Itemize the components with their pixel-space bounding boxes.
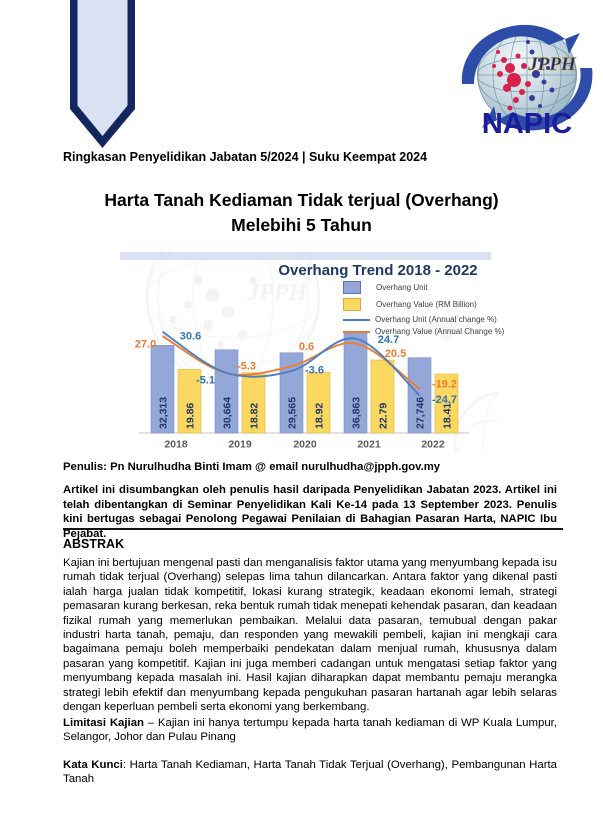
x-axis-label: 2020: [293, 438, 317, 451]
legend-line-blue: [343, 319, 370, 321]
line-label-unit-change: 24.7: [377, 334, 400, 347]
line-label-unit-change: 30.6: [179, 330, 202, 343]
line-label-value-change: 27.0: [134, 338, 157, 351]
line-label-value-change: -19.2: [431, 378, 458, 391]
chart-legend: [343, 281, 504, 339]
bar-label-unit: 30,664: [221, 396, 234, 429]
legend-item-overhang-value: Overhang Value (RM Billion): [343, 298, 504, 311]
publication-header: Ringkasan Penyelidikan Jabatan 5/2024 | Suku Keempat 2024: [63, 150, 428, 164]
chart-top-band: [120, 252, 491, 260]
line-label-unit-change: -5.1: [196, 374, 215, 387]
limitation-label: Limitasi Kajian: [63, 717, 145, 729]
chart-title: Overhang Trend 2018 - 2022: [278, 262, 478, 279]
line-label-value-change: -5.3: [237, 360, 256, 373]
document-title-line2: Melebihi 5 Tahun: [231, 215, 372, 235]
bar-label-unit: 32,313: [157, 396, 170, 429]
legend-item-value-change: Overhang Value (Annual Change %): [343, 327, 504, 336]
divider-rule: [63, 528, 563, 530]
keywords-text: : Harta Tanah Kediaman, Harta Tanah Tidak Terjual (Overhang), Pembangunan Harta Tanah: [63, 759, 558, 786]
document-title: [0, 188, 603, 238]
keywords-paragraph: [63, 758, 557, 787]
legend-item-overhang-unit: Overhang Unit: [343, 281, 504, 294]
x-axis-label: 2021: [357, 438, 381, 451]
bar-label-value: 19.86: [184, 402, 197, 429]
x-axis-label: 2019: [228, 438, 252, 451]
legend-swatch-blue: [343, 281, 361, 294]
bar-label-unit: 29,565: [286, 396, 299, 429]
svg-text:JPPH: JPPH: [247, 280, 307, 306]
author-line: Penulis: Pn Nurulhudha Binti Imam @ email nurulhudha@jpph.gov.my: [63, 461, 441, 473]
bar-label-unit: 36,863: [350, 396, 363, 429]
x-axis-label: 2022: [421, 438, 445, 451]
napic-logo-text: NAPIC: [481, 108, 573, 140]
contribution-note: Artikel ini disumbangkan oleh penulis hasil daripada Penyelidikan Jabatan 2023. Artikel ini telah dibentangkan di Seminar Penyelidikan Kali Ke-14 pada 13 September 2023. Penulis kini bertugas sebagai Penolong Pegawai Penilaian di Bahagian Pasaran Harta, NAPIC Ibu Pejabat.: [63, 484, 557, 540]
overhang-trend-chart: [113, 250, 505, 452]
legend-line-orange: [343, 331, 370, 333]
line-label-unit-change: -24.7: [431, 393, 458, 406]
napic-logo: [452, 22, 602, 142]
abstract-heading: ABSTRAK: [63, 537, 125, 551]
line-label-value-change: 0.6: [298, 340, 315, 353]
bar-label-value: 22.79: [377, 402, 390, 429]
document-title-line1: Harta Tanah Kediaman Tidak terjual (Overhang): [104, 190, 499, 210]
limitation-text: – Kajian ini hanya tertumpu kepada harta tanah kediaman di WP Kuala Lumpur, Selangor, Johor dan Pulau Pinang: [63, 717, 557, 744]
bar-label-value: 18.92: [313, 402, 326, 429]
bar-label-unit: 27,746: [414, 396, 427, 429]
x-axis-label: 2018: [164, 438, 188, 451]
bookmark-ribbon-icon: [66, 0, 139, 152]
legend-item-unit-change: Overhang Unit (Annual change %): [343, 315, 504, 324]
line-label-value-change: 20.5: [384, 347, 407, 360]
keywords-label: Kata Kunci: [63, 759, 123, 771]
abstract-body: Kajian ini bertujuan mengenal pasti dan menganalisis faktor utama yang menyumbang kepada isu rumah tidak terjual (Overhang) selepas lima tahun dilancarkan. Antara faktor yang dikenal pasti ialah harga jualan tidak kompetitif, lokasi kurang strategik, keadaan ekonomi lemah, strategi pemasaran kurang berkesan, reka bentuk rumah tidak menepati kehendak pasaran, dan keadaan fizikal rumah yang memerlukan pembaikan. Melalui data pasaran, temubual dengan pakar industri harta tanah, pemaju, dan responden yang mewakili pembeli, kajian ini mengkaji cara bagaimana pemaju boleh memperbaiki pendekatan dalam menjual rumah, khususnya dalam pasaran yang kompetitif. Kajian ini juga memberi cadangan untuk mengatasi setiap faktor yang menyumbang kepada masalah ini. Hasil kajian diharapkan dapat membantu pemaju merangka strategi lebih efektif dan menyumbang kepada pengukuhan pasaran hartanah agar lebih selaras dengan keperluan pembeli serta ekonomi yang berkembang.: [63, 557, 557, 714]
bar-label-value: 18.41: [441, 402, 454, 429]
line-label-unit-change: -3.6: [305, 364, 324, 377]
bar-label-value: 18.82: [248, 402, 261, 429]
legend-swatch-yellow: [343, 298, 361, 311]
limitation-paragraph: [63, 716, 557, 745]
jpph-logo-text: JPPH: [528, 54, 576, 75]
